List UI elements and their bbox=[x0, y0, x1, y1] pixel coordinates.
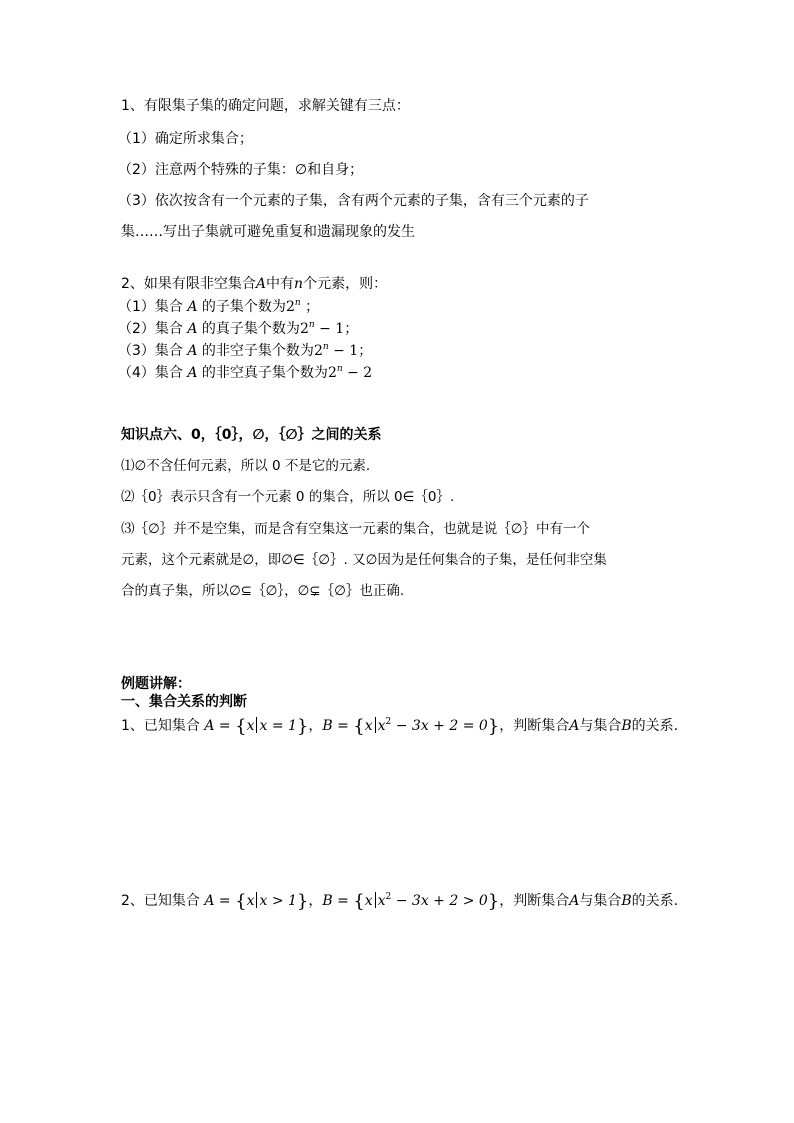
section1-point3-line2: 集……写出子集就可避免重复和遗漏现象的发生 bbox=[121, 224, 415, 240]
section3-line: ⑴∅不含任何元素，所以 0 不是它的元素. bbox=[121, 458, 371, 474]
section3-title: 知识点六、0，｛0｝，∅，｛∅｝之间的关系 bbox=[121, 427, 382, 443]
section3-line: ⑵｛0｝表示只含有一个元素 0 的集合，所以 0∈｛0｝. bbox=[121, 489, 455, 505]
examples-subtitle: 一、集合关系的判断 bbox=[121, 694, 247, 710]
section3-line: 合的真子集，所以∅⊆｛∅｝，∅⊊｛∅｝也正确. bbox=[121, 583, 405, 599]
example-question-1: 1、已知集合 A = {x x = 1}，B = {x $x^2 - 3x + 2 = 0$}，判断集合A与集合B的关系. bbox=[121, 716, 679, 737]
example-question-2: 2、已知集合 A = {x x > 1}，B = {x $x^2 - 3x + 2 > 0$}，判断集合A与集合B的关系. bbox=[121, 891, 679, 912]
section2-intro: 2、如果有限非空集合A中有n个元素，则： bbox=[121, 276, 388, 292]
section2-item: （3）集合 A 的非空子集个数为$2^n - 1$； bbox=[118, 342, 373, 359]
section1-title: 1、有限集子集的确定问题，求解关键有三点： bbox=[121, 98, 410, 114]
section3-line: ⑶｛∅｝并不是空集，而是含有空集这一元素的集合，也就是说｛∅｝中有一个 bbox=[121, 521, 591, 537]
section3-line: 元素，这个元素就是∅，即∅∈｛∅｝. 又∅因为是任何集合的子集，是任何非空集 bbox=[121, 552, 607, 568]
examples-title: 例题讲解： bbox=[121, 676, 191, 692]
section1-point2: （2）注意两个特殊的子集：∅和自身； bbox=[118, 162, 364, 178]
section1-point1: （1）确定所求集合； bbox=[118, 131, 253, 147]
section2-item: （4）集合 A 的非空真子集个数为$2^n - 2$ bbox=[118, 364, 373, 381]
section2-item: （1）集合 A 的子集个数为2$^n$ ； bbox=[118, 298, 320, 315]
section2-item: （2）集合 A 的真子集个数为$2^n - 1$； bbox=[118, 320, 359, 337]
section1-point3-line1: （3）依次按含有一个元素的子集，含有两个元素的子集，含有三个元素的子 bbox=[118, 193, 589, 209]
